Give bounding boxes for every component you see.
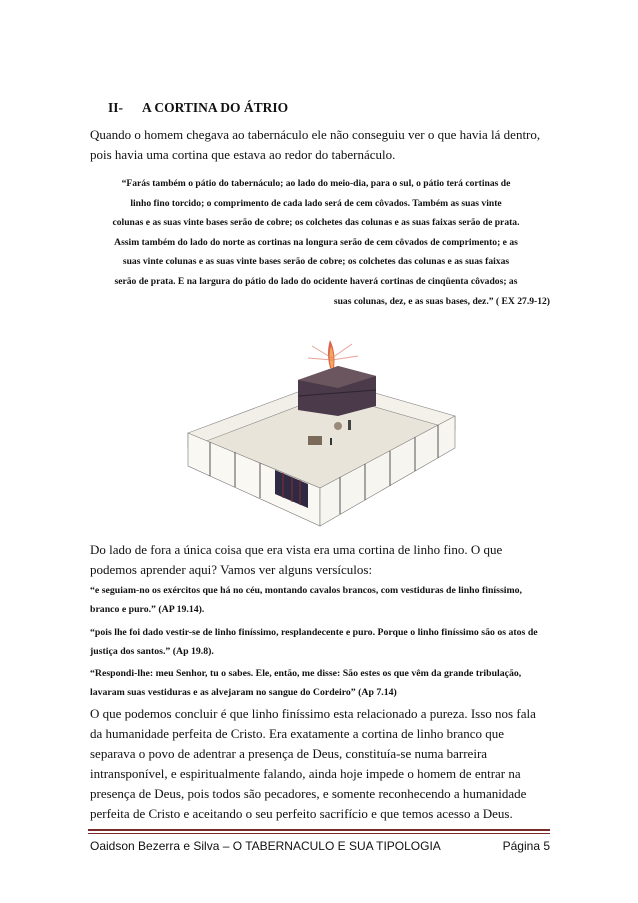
footer-author-title: Oaidson Bezerra e Silva – O TABERNACULO E SUA TIPOLOGIA bbox=[90, 839, 441, 853]
quote-line: suas vinte colunas e as suas vinte bases serão de cobre; os colchetes das colunas e as suas faixas bbox=[122, 256, 510, 268]
after-image-paragraph: Do lado de fora a única coisa que era vista era uma cortina de linho fino. O que podemos aprender aqui? Vamos ver alguns versículos: bbox=[90, 542, 503, 577]
verse-quote: “e seguiam-no os exércitos que há no céu, montando cavalos brancos, com vestiduras de linho finíssimo, branco e puro.” (AP 19.14). bbox=[90, 585, 522, 615]
quote-line: Assim também do lado do norte as cortinas na longura serão de cem côvados de comprimento; e as bbox=[114, 236, 518, 248]
page-number: Página 5 bbox=[502, 839, 550, 853]
intro-paragraph: Quando o homem chegava ao tabernáculo ele não conseguiu ver o que havia lá dentro, pois havia uma cortina que estava ao redor do tabernáculo. bbox=[90, 127, 541, 162]
conclusion-paragraph: O que podemos concluir é que linho finíssimo esta relacionado a pureza. Isso nos fala da humanidade perfeita de Cristo. Era exatamente a cortina de linho branco que separava o povo de adentrar a presença de Deus, constituía-se numa barreira intransponível, e espiritualmente falando, ainda hoje impede o homem de entrar na presença de Deus, pois todos são pecadores, e somente reconhecendo a humanidade perfeita de Cristo e aceitando o seu perfeito sacrifício e que temos acesso a Deus. bbox=[90, 706, 536, 821]
quote-line: serão de prata. E na largura do pátio do lado do ocidente haverá cortinas de cinqüenta côvados; as bbox=[114, 275, 518, 287]
section-heading bbox=[108, 100, 288, 116]
quote-line: “Farás também o pátio do tabernáculo; ao lado do meio-dia, para o sul, o pátio terá cortinas de bbox=[121, 178, 511, 189]
section-number: II- bbox=[108, 100, 124, 115]
quote-line: suas colunas, dez, e as suas bases, dez.” ( EX 27.9-12) bbox=[333, 295, 550, 307]
footer-rule bbox=[88, 833, 550, 834]
quote-line: linho fino torcido; o comprimento de cada lado será de cem côvados. Também as suas vinte bbox=[130, 197, 502, 209]
verse-quote: “Respondi-lhe: meu Senhor, tu o sabes. Ele, então, me disse: São estes os que vêm da grande tribulação, lavaram suas vestiduras e as alvejaram no sangue do Cordeiro” (Ap 7.14) bbox=[90, 668, 522, 698]
tabernacle-courtyard-illustration-icon bbox=[180, 338, 460, 528]
quote-line: colunas e as suas vinte bases serão de cobre; os colchetes das colunas e as suas faixas serão de prata. bbox=[112, 217, 520, 229]
tabernacle-illustration bbox=[180, 338, 460, 528]
page-footer bbox=[90, 839, 550, 853]
footer-rule bbox=[88, 829, 550, 831]
exodus-quote bbox=[82, 174, 550, 311]
verse-quote: “pois lhe foi dado vestir-se de linho finíssimo, resplandecente e puro. Porque o linho finíssimo são os atos de justiça dos santos.” (Ap 19.8). bbox=[90, 627, 538, 657]
section-title: A CORTINA DO ÁTRIO bbox=[142, 100, 289, 115]
